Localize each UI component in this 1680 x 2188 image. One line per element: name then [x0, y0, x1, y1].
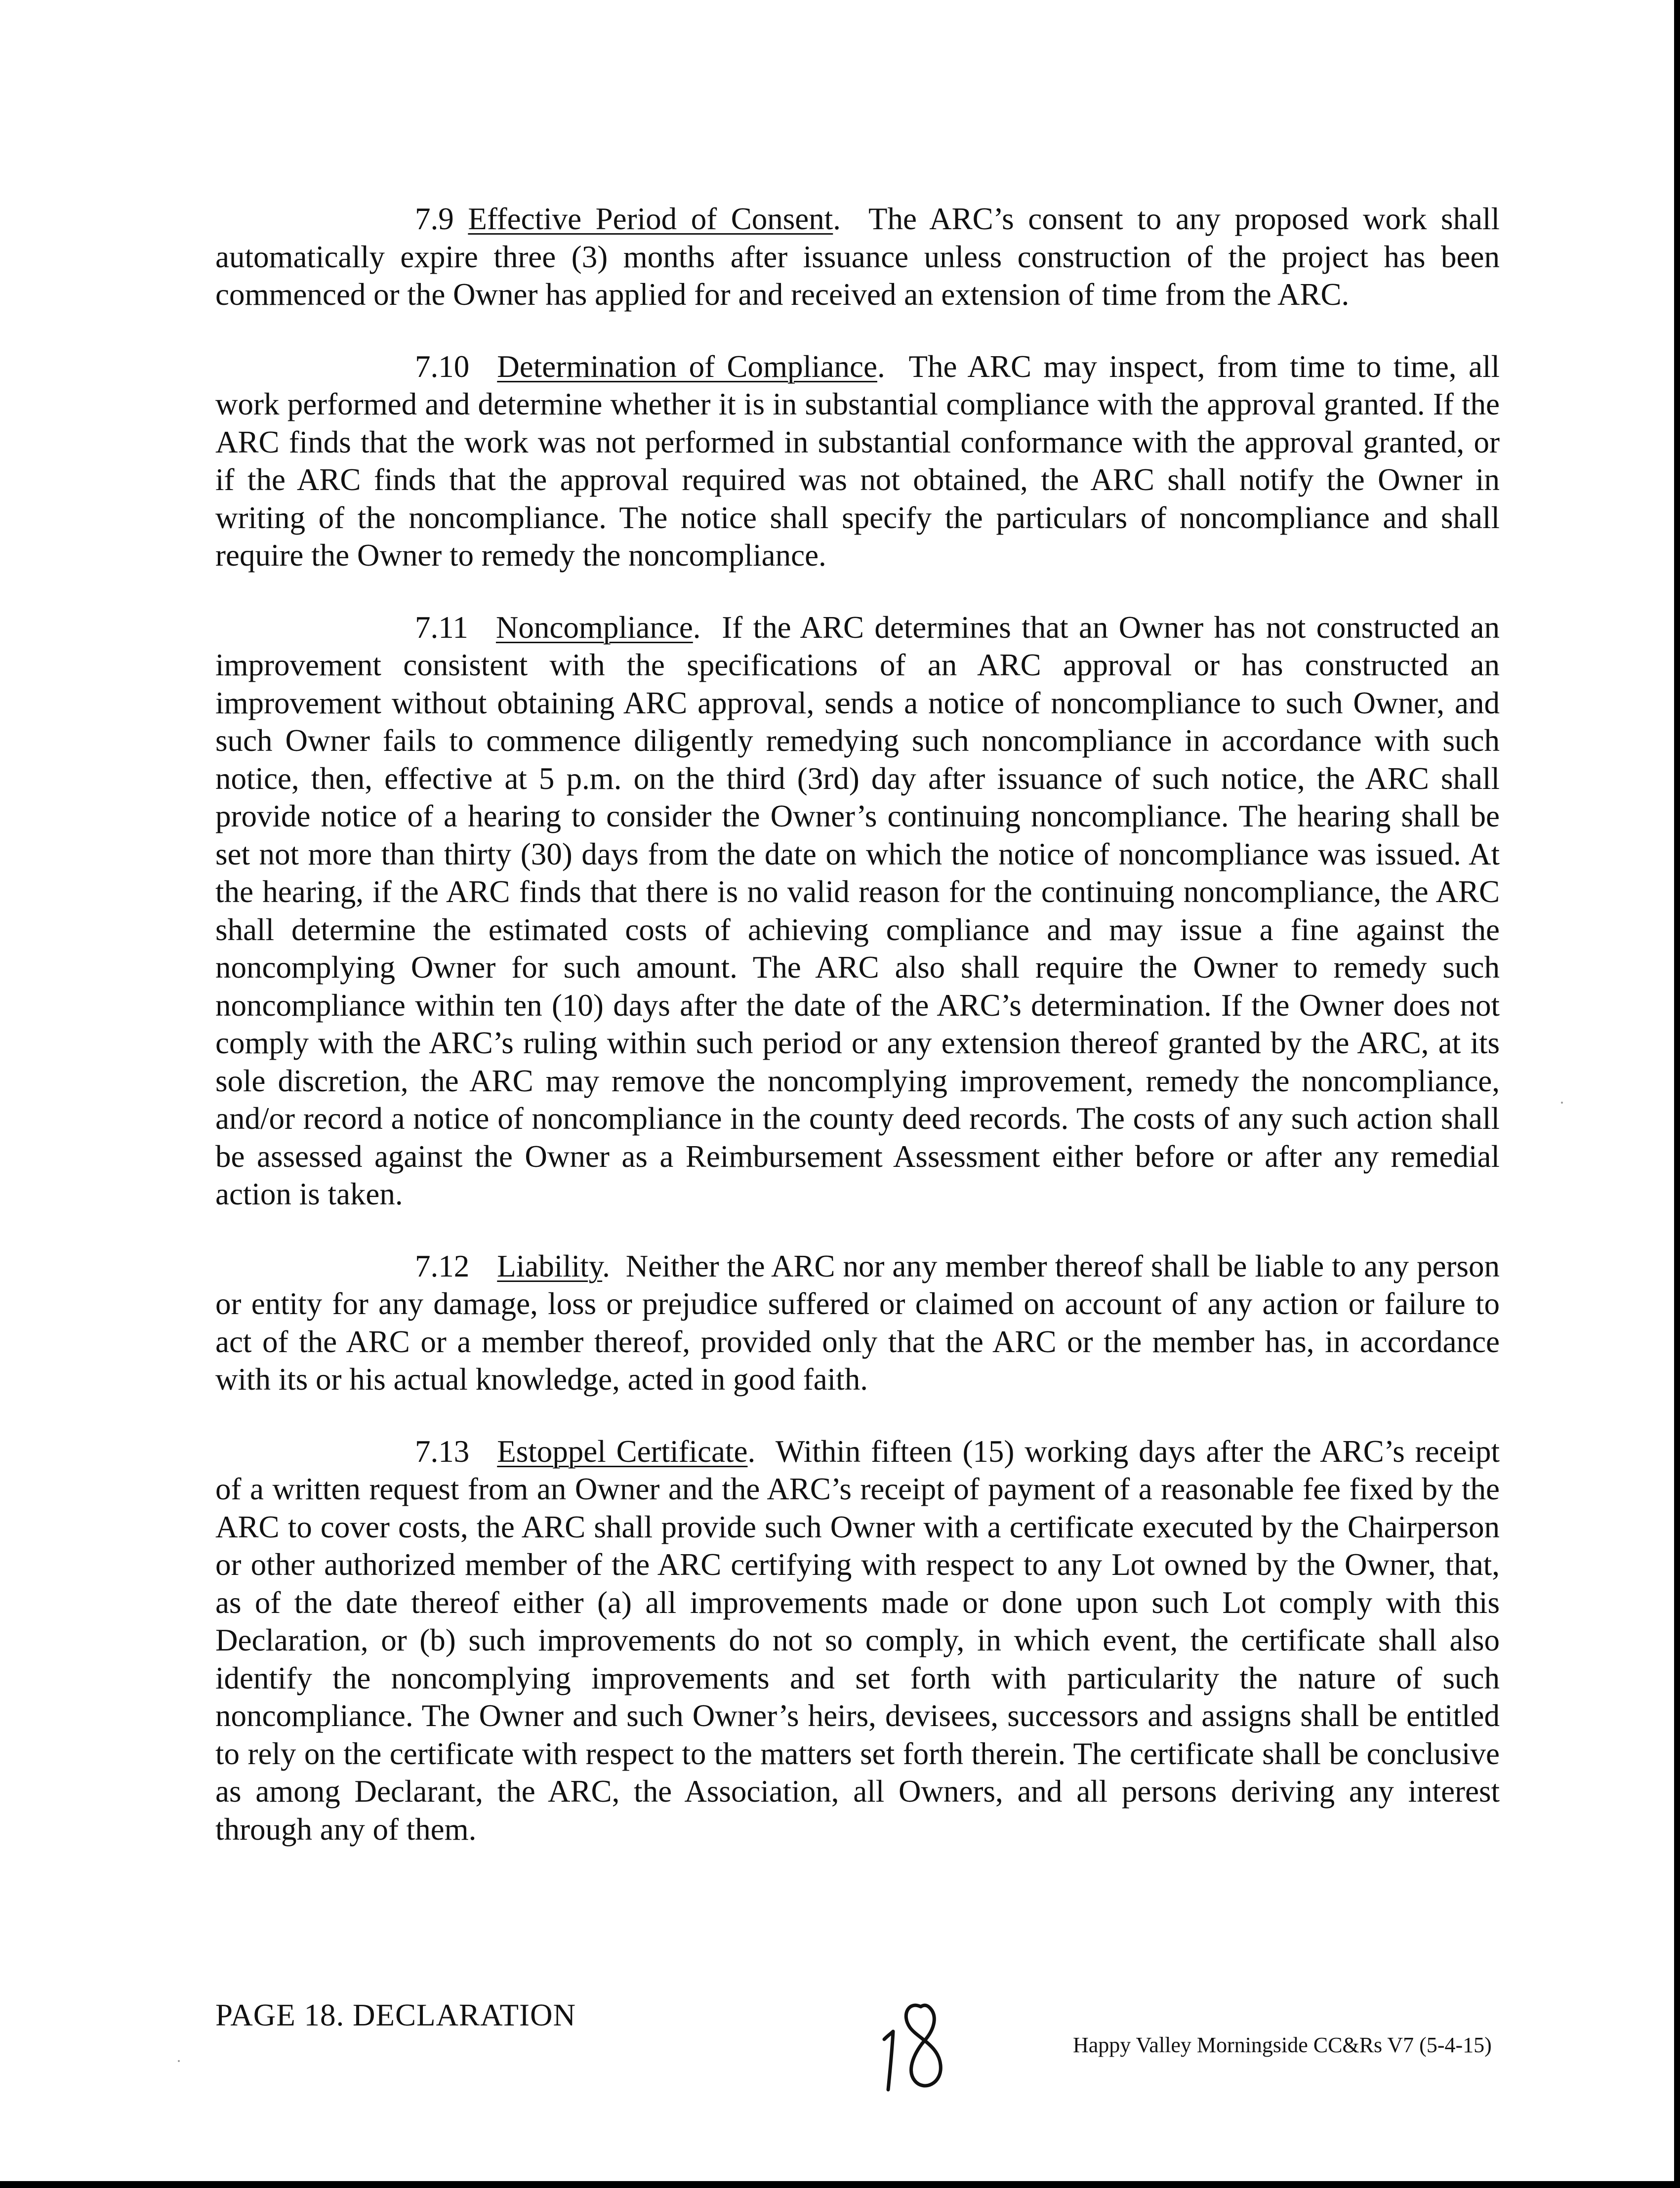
title-punctuation: . — [747, 1434, 756, 1469]
title-punctuation: . — [602, 1248, 610, 1283]
section-number: 7.11 — [415, 610, 468, 645]
title-punctuation: . — [877, 349, 885, 384]
section-number: 7.13 — [415, 1434, 470, 1469]
section-title: Determination of Compliance — [497, 349, 877, 384]
section-7-12 — [215, 1247, 1500, 1399]
page-edge-right — [1674, 0, 1680, 2188]
handwritten-page-number — [875, 1986, 954, 2105]
scan-speck — [178, 2060, 180, 2062]
section-text: The ARC’s consent to any proposed work shall automatically expire three (3) months after issuance unless construction of the project has been commenced or the Owner has applied for and received an extension of time from the ARC. — [215, 202, 1500, 312]
section-7-10 — [215, 348, 1500, 575]
section-text: Within fifteen (15) working days after the ARC’s receipt of a written request from an Owner and the ARC’s receipt of payment of a reasonable fee fixed by the ARC to cover costs, the ARC shall provide such Owner with a certificate executed by the Chairperson or other authorized member of the ARC certifying with respect to any Lot owned by the Owner, that, as of the date thereof either (a) all improvements made or done upon such Lot comply with this Declaration, or (b) such improvements do not so comply, in which event, the certificate shall also identify the noncomplying improvements and set forth with particularity the nature of such noncompliance. The Owner and such Owner’s heirs, devisees, successors and assigns shall be entitled to rely on the certificate with respect to the matters set forth therein. The certificate shall be conclusive as among Declarant, the ARC, the Association, all Owners, and all persons deriving any interest through any of them. — [215, 1434, 1500, 1847]
title-punctuation: . — [833, 202, 841, 236]
page-footer-label: PAGE 18. DECLARATION — [215, 1998, 576, 2032]
section-text: The ARC may inspect, from time to time, all work performed and determine whether it is in substantial compliance with the approval granted. If the ARC finds that the work was not performed in substantial conformance with the approval granted, or if the ARC finds that the approval required was not obtained, the ARC shall notify the Owner in writing of the noncompliance. The notice shall specify the particulars of noncompliance and shall require the Owner to remedy the noncompliance. — [215, 349, 1500, 573]
section-title: Liability — [497, 1248, 603, 1283]
page-edge-bottom — [0, 2181, 1680, 2188]
section-title: Estoppel Certificate — [497, 1434, 748, 1469]
section-title: Effective Period of Consent — [468, 202, 833, 236]
section-number: 7.10 — [415, 349, 470, 384]
scan-speck — [1561, 1102, 1563, 1104]
section-7-13 — [215, 1433, 1500, 1849]
section-title: Noncompliance — [495, 610, 693, 645]
title-punctuation: . — [693, 610, 701, 645]
section-text: Neither the ARC nor any member thereof shall be liable to any person or entity for any damage, loss or prejudice suffered or claimed on account of any action or failure to act of the ARC or a member thereof, provided only that the ARC or the member has, in accordance with its or his actual knowledge, acted in good faith. — [215, 1248, 1500, 1397]
section-number: 7.12 — [415, 1248, 470, 1283]
section-number: 7.9 — [415, 202, 454, 236]
section-7-11 — [215, 609, 1500, 1213]
section-text: If the ARC determines that an Owner has not constructed an improvement consistent with the specifications of an ARC approval or has constructed an improvement without obtaining ARC approval, sends a notice of noncompliance to such Owner, and such Owner fails to commence diligently remedying such noncompliance in accordance with such notice, then, effective at 5 p.m. on the third (3rd) day after issuance of such notice, the ARC shall provide notice of a hearing to consider the Owner’s continuing noncompliance. The hearing shall be set not more than thirty (30) days from the date on which the notice of noncompliance was issued. At the hearing, if the ARC finds that there is no valid reason for the continuing noncompliance, the ARC shall determine the estimated costs of achieving compliance and may issue a fine against the noncomplying Owner for such amount. The ARC also shall require the Owner to remedy such noncompliance within ten (10) days after the date of the ARC’s determination. If the Owner does not comply with the ARC’s ruling within such period or any extension thereof granted by the ARC, at its sole discretion, the ARC may remove the noncomplying improvement, remedy the noncompliance, and/or record a notice of noncompliance in the county deed records. The costs of any such action shall be assessed against the Owner as a Reimbursement Assessment either before or after any remedial action is taken. — [215, 610, 1500, 1211]
document-identifier: Happy Valley Morningside CC&Rs V7 (5-4-15) — [1073, 2033, 1492, 2057]
section-7-9 — [215, 200, 1500, 314]
document-body — [215, 200, 1500, 1882]
